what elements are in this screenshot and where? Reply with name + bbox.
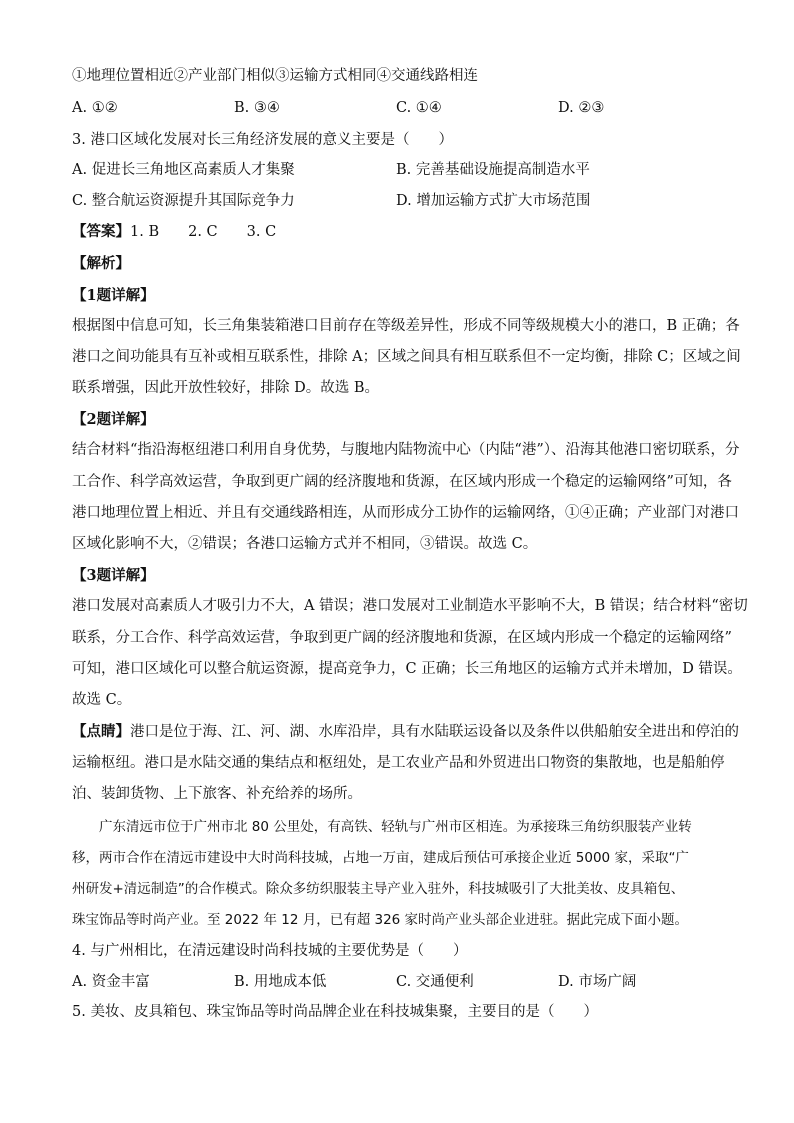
tip-line: 运输枢纽。港口是水陆交通的集结点和枢纽处，是工农业产品和外贸进出口物资的集散地，也是船舶停	[72, 755, 725, 771]
q3-option-d: D. 增加运输方式扩大市场范围	[396, 193, 591, 209]
detail2-line: 港口地理位置上相近、并且有交通线路相连，从而形成分工协作的运输网络，①④正确；产业部门对港口	[72, 505, 739, 521]
answer-label: 【答案】	[72, 223, 130, 240]
material-line: 广东清远市位于广州市北 80 公里处，有高铁、轻轨与广州市区相连。为承接珠三角纺织服装产业转	[72, 819, 692, 835]
detail2-line: 工合作、科学高效运营，争取到更广阔的经济腹地和货源，在区域内形成一个稳定的运输网络”可知，各	[72, 474, 732, 490]
analysis-label: 【解析】	[72, 255, 130, 272]
detail2-line: 结合材料“指沿海枢纽港口利用自身优势，与腹地内陆物流中心（内陆“港”）、沿海其他港口密切联系，分	[72, 442, 740, 458]
detail2-line: 区域化影响不大，②错误；各港口运输方式并不相同，③错误。故选 C。	[72, 536, 538, 552]
q4-option-a: A. 资金丰富	[72, 974, 150, 990]
answer-text: 1. B 2. C 3. C	[130, 224, 277, 240]
detail1-line: 根据图中信息可知，长三角集装箱港口目前存在等级差异性，形成不同等级规模大小的港口，B 正确；各	[72, 318, 740, 334]
q4-option-d: D. 市场广阔	[558, 974, 637, 990]
q3-option-c: C. 整合航运资源提升其国际竞争力	[72, 193, 295, 209]
detail1-label: 【1题详解】	[72, 287, 155, 304]
q4-option-c: C. 交通便利	[396, 974, 474, 990]
detail3-line: 故选 C。	[72, 692, 132, 708]
detail3-label: 【3题详解】	[72, 567, 155, 584]
q2-option-b: B. ③④	[234, 100, 280, 116]
detail1-line: 联系增强，因此开放性较好，排除 D。故选 B。	[72, 380, 379, 396]
q2-option-a: A. ①②	[72, 100, 118, 116]
tip-line: 泊、装卸货物、上下旅客、补充给养的场所。	[72, 786, 362, 802]
q4-option-b: B. 用地成本低	[234, 974, 327, 990]
material-line: 珠宝饰品等时尚产业。至 2022 年 12 月，已有超 326 家时尚产业头部企业进驻。据此完成下面小题。	[72, 912, 689, 928]
q2-option-c: C. ①④	[396, 100, 442, 116]
q2-option-d: D. ②③	[558, 100, 605, 116]
answer-line	[72, 222, 732, 242]
detail2-label: 【2题详解】	[72, 411, 155, 428]
detail1-line: 港口之间功能具有互补或相互联系性，排除 A；区域之间具有相互联系但不一定均衡，排除 C；区域之间	[72, 349, 741, 365]
q5-stem: 5. 美妆、皮具箱包、珠宝饰品等时尚品牌企业在科技城集聚，主要目的是（ ）	[72, 1004, 598, 1020]
detail3-line: 可知，港口区域化可以整合航运资源，提高竞争力，C 正确；长三角地区的运输方式并未增加，D 错误。	[72, 661, 742, 677]
tip-line	[72, 722, 739, 742]
q3-option-b: B. 完善基础设施提高制造水平	[396, 162, 590, 178]
q2-stem: ①地理位置相近②产业部门相似③运输方式相同④交通线路相连	[72, 68, 478, 84]
q3-option-a: A. 促进长三角地区高素质人才集聚	[72, 162, 295, 178]
q4-stem: 4. 与广州相比，在清远建设时尚科技城的主要优势是（ ）	[72, 943, 468, 959]
material-line: 州研发+清远制造”的合作模式。除众多纺织服装主导产业入驻外，科技城吸引了大批美妆、皮具箱包、	[72, 881, 685, 897]
material-line: 移，两市合作在清远市建设中大时尚科技城，占地一万亩，建成后预估可承接企业近 5000 家，采取“广	[72, 850, 689, 866]
q3-stem: 3. 港口区域化发展对长三角经济发展的意义主要是（ ）	[72, 132, 453, 148]
detail3-line: 联系，分工合作、科学高效运营，争取到更广阔的经济腹地和货源，在区域内形成一个稳定的运输网络”	[72, 630, 732, 646]
detail3-line: 港口发展对高素质人才吸引力不大，A 错误；港口发展对工业制造水平影响不大，B 错误；结合材料“密切	[72, 598, 748, 614]
tip-label: 【点睛】	[72, 723, 130, 740]
tip-text: 港口是位于海、江、河、湖、水库沿岸，具有水陆联运设备以及条件以供船舶安全进出和停泊的	[130, 724, 739, 740]
